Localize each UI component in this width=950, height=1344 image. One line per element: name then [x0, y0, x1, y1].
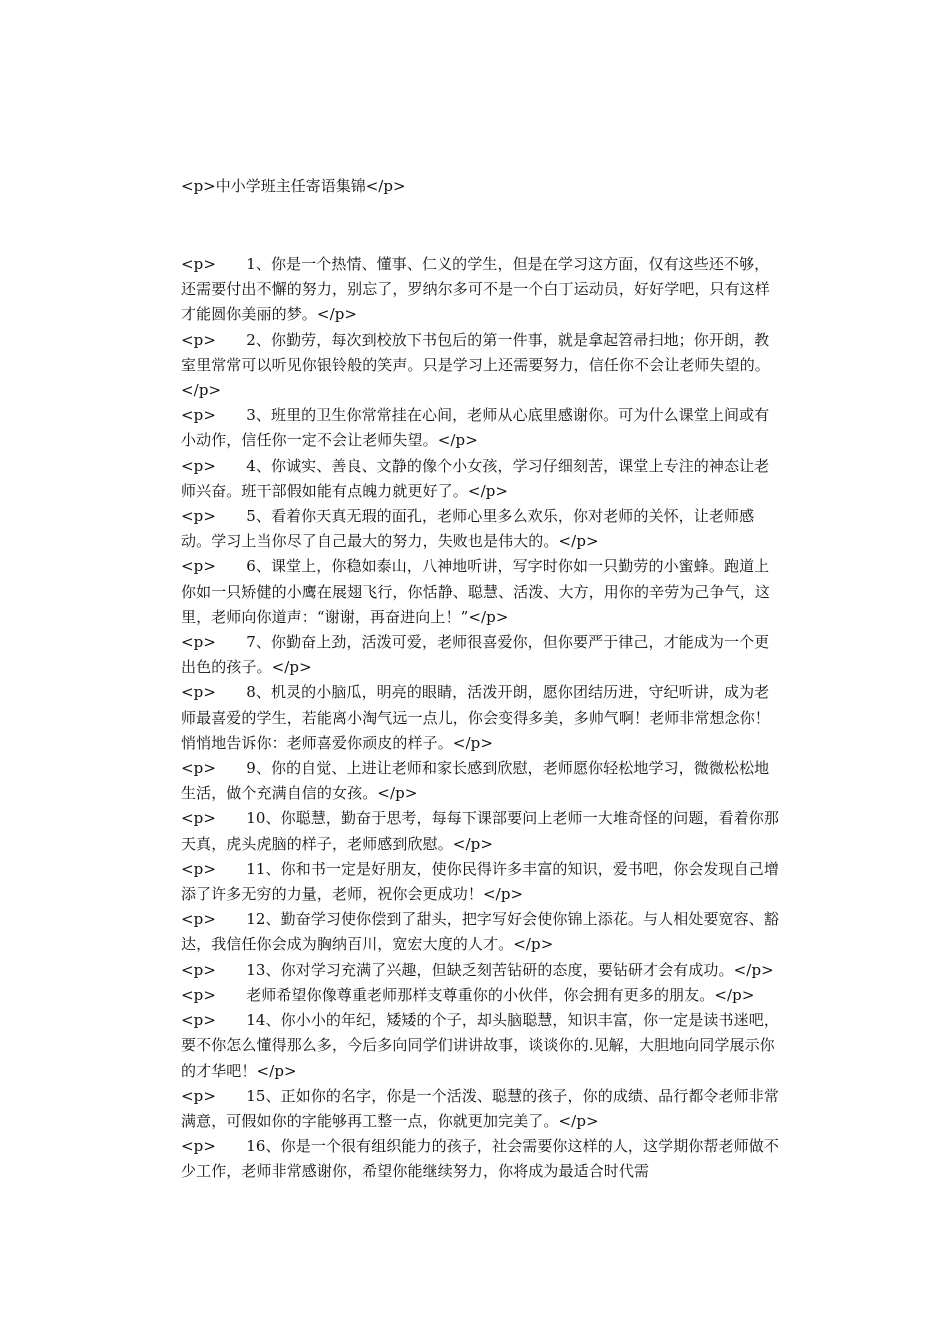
- paragraph-15: <p> 15、正如你的名字，你是一个活泼、聪慧的孩子，你的成绩、品行都令老师非常满意，可假如你的字能够再工整一点，你就更加完美了。</p>: [181, 1086, 779, 1130]
- paragraph-14: <p> 14、你小小的年纪，矮矮的个子，却头脑聪慧，知识丰富，你一定是读书迷吧，要不你怎么懂得那么多，今后多向同学们讲讲故事，谈谈你的.见解，大胆地向同学展示你的才华吧！</p>: [181, 1011, 779, 1080]
- paragraph-9: <p> 9、你的自觉、上进让老师和家长感到欣慰，老师愿你轻松地学习，微微松松地生活，做个充满自信的女孩。</p>: [181, 759, 770, 803]
- paragraph-11: <p> 11、你和书一定是好朋友，使你民得许多丰富的知识，爱书吧，你会发现自己增添了许多无穷的力量，老师，祝你会更成功！</p>: [181, 859, 779, 904]
- paragraph-4: <p> 4、你诚实、善良、文静的像个小女孩，学习仔细刻苦，课堂上专注的神态让老师兴奋。班干部假如能有点魄力就更好了。</p>: [181, 456, 770, 500]
- paragraph-16: <p> 16、你是一个很有组织能力的孩子，社会需要你这样的人，这学期你帮老师做不少工作，老师非常感谢你，希望你能继续努力，你将成为最适合时代需: [181, 1137, 779, 1181]
- paragraph-2: <p> 2、你勤劳，每次到校放下书包后的第一件事，就是拿起笤帚扫地；你开朗，教室里常常可以听见你银铃般的笑声。只是学习上还需要努力，信任你不会让老师失望的。</p>: [181, 330, 770, 400]
- paragraph-8: <p> 8、机灵的小脑瓜，明亮的眼睛，活泼开朗，愿你团结历进，守纪听讲，成为老师最喜爱的学生，若能离小淘气远一点儿，你会变得多美，多帅气啊！老师非常想念你！悄悄地告诉你：老师喜爱你顽皮的样子。</p>: [181, 683, 770, 752]
- paragraph-3: <p> 3、班里的卫生你常常挂在心间，老师从心底里感谢你。可为什么课堂上间或有小动作，信任你一定不会让老师失望。</p>: [181, 406, 770, 450]
- paragraph-7: <p> 7、你勤奋上劲，活泼可爱，老师很喜爱你，但你要严于律己，才能成为一个更出色的孩子。</p>: [181, 633, 770, 677]
- paragraph-10: <p> 10、你聪慧，勤奋于思考，每每下课部要问上老师一大堆奇怪的问题，看着你那天真，虎头虎脑的样子，老师感到欣慰。</p>: [181, 809, 779, 853]
- paragraph-12: <p> 12、勤奋学习使你偿到了甜头，把字写好会使你锦上添花。与人相处要宽容、豁达，我信任你会成为胸纳百川，宽宏大度的人才。</p>: [181, 910, 779, 954]
- paragraph-13b: <p> 老师希望你像尊重老师那样支尊重你的小伙伴，你会拥有更多的朋友。</p>: [181, 985, 755, 1004]
- document-title: <p>中小学班主任寄语集锦</p>: [181, 177, 406, 195]
- paragraph-5: <p> 5、看着你天真无瑕的面孔，老师心里多么欢乐，你对老师的关怀，让老师感动。学习上当你尽了自己最大的努力，失败也是伟大的。</p>: [181, 507, 755, 551]
- document-body: [181, 252, 781, 1185]
- paragraph-1: <p> 1、你是一个热情、懂事、仁义的学生，但是在学习这方面，仅有这些还不够，还需要付出不懈的努力，别忘了，罗纳尔多可不是一个白丁运动员，好好学吧，只有这样才能圆你美丽的梦。</p>: [181, 255, 770, 324]
- paragraph-6: <p> 6、课堂上，你稳如泰山，八神地听讲，写字时你如一只勤劳的小蜜蜂。跑道上你如一只矫健的小鹰在展翅飞行，你恬静、聪慧、活泼、大方，用你的辛劳为己争气，这里，老师向你道声：“谢谢，再奋进向上！”</p>: [181, 557, 770, 626]
- paragraph-13: <p> 13、你对学习充满了兴趣，但缺乏刻苦钻研的态度，要钻研才会有成功。</p>: [181, 960, 774, 979]
